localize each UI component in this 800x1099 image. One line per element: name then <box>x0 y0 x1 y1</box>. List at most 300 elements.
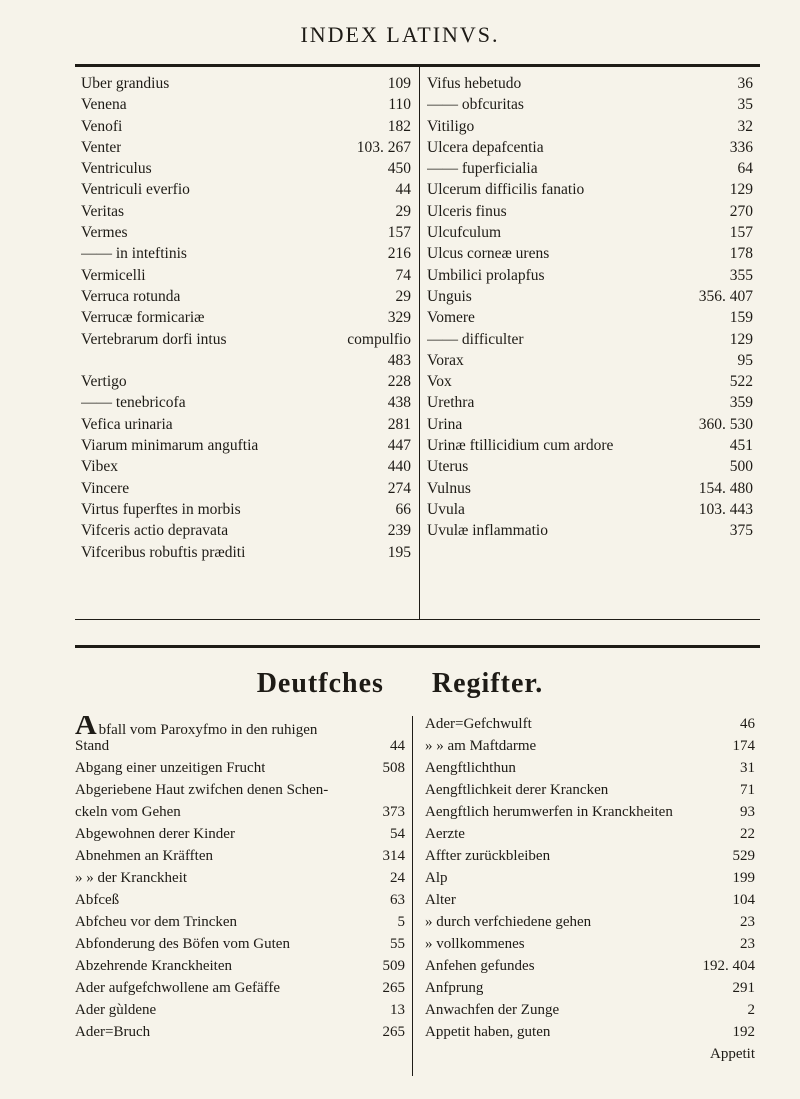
index-entry <box>425 958 755 980</box>
entry-page: 440 <box>387 458 411 476</box>
entry-term-text: —— in inteftinis <box>81 245 187 263</box>
entry-term <box>425 870 448 887</box>
entry-term-text: Vorax <box>427 351 464 369</box>
entry-term <box>427 224 501 242</box>
index-entry <box>81 522 411 543</box>
index-entry <box>425 936 755 958</box>
entry-page: 438 <box>387 394 411 412</box>
entry-term <box>81 373 127 391</box>
entry-page: 22 <box>740 826 755 842</box>
entry-term <box>81 267 146 285</box>
entry-term <box>427 352 464 370</box>
entry-term-text: —— obfcuritas <box>427 96 524 114</box>
entry-term <box>427 160 538 178</box>
entry-term-text: Vertebrarum dorfi intus <box>81 330 227 348</box>
entry-term <box>81 416 173 434</box>
entry-term <box>427 245 549 263</box>
entry-term <box>75 1002 156 1019</box>
entry-term-text: Abfceß <box>75 892 120 908</box>
entry-term-text: Venena <box>81 96 127 114</box>
entry-term-text: Ulcera depafcentia <box>427 138 544 156</box>
index-entry <box>425 1024 755 1046</box>
index-entry <box>75 782 405 804</box>
entry-term <box>427 203 507 221</box>
entry-term-text: ckeln vom Gehen <box>75 804 181 820</box>
index-entry <box>425 892 755 914</box>
entry-page: 104 <box>732 892 755 908</box>
entry-page: 359 <box>729 394 753 412</box>
entry-page: 500 <box>729 458 753 476</box>
index-entry <box>425 804 755 826</box>
index-entry <box>81 139 411 160</box>
entry-page: 159 <box>729 309 753 327</box>
entry-term-text: Anfprung <box>425 980 484 996</box>
entry-term-text: Ventriculi everfio <box>81 181 190 199</box>
entry-page: 265 <box>382 980 405 996</box>
entry-term <box>75 760 265 777</box>
entry-term <box>81 522 228 540</box>
entry-term-text: Uber grandius <box>81 75 170 92</box>
index-entry <box>75 892 405 914</box>
entry-term <box>81 480 129 498</box>
entry-term-text: Abfonderung des Böfen vom Guten <box>75 936 290 952</box>
entry-page: 95 <box>737 351 753 369</box>
entry-page: 66 <box>395 500 411 518</box>
entry-page: 451 <box>729 437 753 455</box>
column-divider <box>419 67 420 619</box>
entry-page: 64 <box>737 160 753 178</box>
entry-term <box>425 848 550 865</box>
entry-term-text: Abzehrende Kranckheiten <box>75 958 233 974</box>
running-head: INDEX LATINVS. <box>300 22 500 47</box>
entry-term <box>81 181 190 199</box>
index-entry <box>427 288 753 309</box>
latin-right-column <box>427 75 753 544</box>
entry-term <box>75 892 119 909</box>
entry-page: 529 <box>732 848 755 864</box>
entry-term <box>427 458 468 476</box>
entry-page: 375 <box>729 522 753 540</box>
entry-page: 228 <box>387 373 411 391</box>
entry-page: 71 <box>740 782 755 798</box>
entry-page: 46 <box>740 716 755 732</box>
entry-page: 35 <box>737 96 753 114</box>
entry-term-text: —— tenebricofa <box>81 394 186 412</box>
index-entry <box>427 437 753 458</box>
entry-page: 32 <box>737 117 753 135</box>
entry-page: 29 <box>395 287 411 305</box>
entry-term-text: —— fuperficialia <box>427 160 538 178</box>
entry-term <box>427 331 524 349</box>
entry-page: 182 <box>387 117 411 135</box>
index-entry <box>427 224 753 245</box>
index-entry <box>81 267 411 288</box>
entry-page: 508 <box>382 760 405 776</box>
entry-term-text: » durch verfchiedene gehen <box>425 914 592 930</box>
entry-page: 129 <box>729 330 753 348</box>
entry-term <box>427 118 474 136</box>
entry-term <box>75 782 328 799</box>
entry-term <box>75 738 109 755</box>
entry-term-text: Vifus hebetudo <box>427 75 522 92</box>
entry-page: 24 <box>390 870 405 886</box>
entry-page: 129 <box>729 181 753 199</box>
entry-page: 54 <box>390 826 405 842</box>
entry-term-text: Vitiligo <box>427 117 475 135</box>
entry-page: 178 <box>729 245 753 263</box>
index-entry <box>425 914 755 936</box>
entry-term-text: Verrucæ formicariæ <box>81 309 205 327</box>
entry-page: 447 <box>387 437 411 455</box>
entry-term-text: Alter <box>425 892 456 908</box>
entry-term-text: Uterus <box>427 458 469 476</box>
entry-term <box>425 980 483 997</box>
entry-term-text: Vox <box>427 373 452 391</box>
entry-term <box>81 544 245 562</box>
entry-term <box>81 309 205 327</box>
entry-term-text: Venofi <box>81 117 123 135</box>
entry-term <box>427 288 472 306</box>
entry-term-text: Vulnus <box>427 479 471 497</box>
entry-term <box>81 288 180 306</box>
entry-term-text: Abfcheu vor dem Trincken <box>75 914 238 930</box>
entry-term <box>81 139 121 157</box>
entry-term-text: Stand <box>75 738 110 754</box>
entry-term <box>425 782 608 799</box>
entry-term <box>427 480 471 498</box>
entry-term-text: Abgang einer unzeitigen Frucht <box>75 760 266 776</box>
entry-term <box>427 139 544 157</box>
entry-page: 450 <box>387 160 411 178</box>
entry-page: 356. 407 <box>698 287 753 305</box>
entry-page: 103. 443 <box>698 500 753 518</box>
entry-term <box>75 1024 150 1041</box>
entry-term <box>81 458 118 476</box>
entry-page: 291 <box>732 980 755 996</box>
latin-index-table <box>75 64 760 620</box>
entry-term <box>427 394 474 412</box>
index-entry <box>81 224 411 245</box>
entry-term <box>81 394 186 412</box>
index-entry <box>81 331 411 352</box>
entry-term <box>75 848 213 865</box>
index-entry <box>427 160 753 181</box>
entry-term-text: » vollkommenes <box>425 936 525 952</box>
index-entry <box>427 373 753 394</box>
entry-page: 174 <box>732 738 755 754</box>
entry-page: 281 <box>387 415 411 433</box>
entry-term <box>75 914 237 931</box>
index-entry <box>81 480 411 501</box>
index-entry <box>427 267 753 288</box>
index-entry <box>427 352 753 373</box>
entry-page: 2 <box>747 1002 755 1018</box>
index-entry <box>81 160 411 181</box>
entry-term-text: Vertigo <box>81 373 127 391</box>
entry-term-text: Ulcus corneæ urens <box>427 245 550 263</box>
index-entry <box>425 980 755 1002</box>
index-entry <box>427 203 753 224</box>
index-entry <box>75 848 405 870</box>
entry-page: 44 <box>395 181 411 199</box>
index-entry <box>75 870 405 892</box>
entry-term <box>75 716 317 739</box>
entry-term <box>81 331 227 349</box>
entry-page: 154. 480 <box>698 479 753 497</box>
entry-page: 157 <box>387 224 411 242</box>
entry-page: 44 <box>390 738 405 754</box>
entry-term-text: Ader=Gefchwulft <box>425 716 532 732</box>
column-divider <box>412 716 413 1076</box>
german-right-column <box>425 716 755 1068</box>
entry-term-text: Uvulæ inflammatio <box>427 522 548 540</box>
entry-term-text: Ventriculus <box>81 160 152 178</box>
entry-term-text: —— difficulter <box>427 330 524 348</box>
index-entry <box>75 1024 405 1046</box>
entry-term-text: Umbilici prolapfus <box>427 266 545 284</box>
entry-term <box>81 224 128 242</box>
entry-page: 93 <box>740 804 755 820</box>
index-entry <box>81 245 411 266</box>
index-entry <box>81 203 411 224</box>
entry-term-text: Unguis <box>427 287 472 305</box>
entry-page: 274 <box>387 479 411 497</box>
index-entry <box>81 373 411 394</box>
entry-term <box>81 501 241 519</box>
entry-page: 216 <box>387 245 411 263</box>
index-entry <box>81 309 411 330</box>
entry-page: 483 <box>387 351 411 369</box>
entry-term-text: Vincere <box>81 479 130 497</box>
entry-term <box>427 309 475 327</box>
index-entry <box>81 501 411 522</box>
entry-term-text: Aengftlich herumwerfen in Kranckheiten <box>425 804 673 820</box>
index-entry <box>425 848 755 870</box>
entry-term <box>427 181 584 199</box>
entry-term <box>75 826 235 843</box>
entry-page: 195 <box>387 543 411 561</box>
entry-term <box>75 870 187 887</box>
entry-term <box>427 96 524 114</box>
entry-page: 110 <box>388 96 411 114</box>
index-entry <box>427 181 753 202</box>
entry-page: 74 <box>395 266 411 284</box>
index-entry <box>75 738 405 760</box>
index-entry <box>427 331 753 352</box>
index-entry <box>427 394 753 415</box>
entry-page: 355 <box>729 266 753 284</box>
entry-term-text: Anwachfen der Zunge <box>425 1002 560 1018</box>
entry-term <box>425 738 536 755</box>
entry-term-text: Ader aufgefchwollene am Gefäffe <box>75 980 281 996</box>
entry-term <box>425 914 591 931</box>
entry-term-text: Aerzte <box>425 826 465 842</box>
section-rule <box>75 645 760 648</box>
index-entry <box>81 352 411 373</box>
index-entry <box>425 782 755 804</box>
index-entry <box>75 914 405 936</box>
index-entry <box>75 804 405 826</box>
entry-term-text: Ader gùldene <box>75 1002 157 1018</box>
index-entry <box>425 870 755 892</box>
german-heading-word-1: Deutfches <box>256 668 384 699</box>
entry-page: 13 <box>390 1002 405 1018</box>
index-entry <box>75 826 405 848</box>
entry-term <box>75 980 280 997</box>
index-entry <box>81 544 411 565</box>
index-entry <box>425 760 755 782</box>
entry-term <box>427 373 452 391</box>
index-entry <box>81 416 411 437</box>
entry-term-text: Venter <box>81 138 122 156</box>
index-entry <box>427 458 753 479</box>
entry-page: 23 <box>740 936 755 952</box>
entry-page: 329 <box>387 309 411 327</box>
entry-term <box>75 936 290 953</box>
entry-page: 5 <box>397 914 405 930</box>
entry-page: 29 <box>395 202 411 220</box>
entry-term <box>81 437 258 455</box>
index-entry <box>75 760 405 782</box>
entry-term-text: Ader=Bruch <box>75 1024 151 1040</box>
entry-page: 265 <box>382 1024 405 1040</box>
index-entry <box>81 75 411 96</box>
entry-term-text: Alp <box>425 870 448 886</box>
index-entry <box>81 288 411 309</box>
entry-term <box>425 958 535 975</box>
entry-term <box>81 160 152 178</box>
index-entry <box>425 716 755 738</box>
entry-term <box>81 96 127 114</box>
index-entry <box>75 1002 405 1024</box>
entry-term-text: Affter zurückbleiben <box>425 848 551 864</box>
entry-term <box>425 1002 559 1019</box>
entry-term <box>425 826 465 843</box>
entry-page: 239 <box>387 522 411 540</box>
entry-term-text: Vibex <box>81 458 118 476</box>
entry-page: compulfio <box>347 330 411 348</box>
index-entry <box>81 118 411 139</box>
entry-page: 157 <box>729 224 753 242</box>
entry-term <box>427 501 465 519</box>
index-entry <box>427 522 753 543</box>
entry-term-text: Vefica urinaria <box>81 415 173 433</box>
entry-term <box>427 75 521 93</box>
index-entry <box>75 980 405 1002</box>
entry-page: 103. 267 <box>356 138 411 156</box>
entry-term <box>427 437 613 455</box>
index-entry <box>427 501 753 522</box>
entry-term <box>425 1024 550 1041</box>
entry-page: 314 <box>382 848 405 864</box>
german-heading-word-2: Regifter. <box>431 668 544 699</box>
index-entry <box>427 480 753 501</box>
index-entry <box>75 716 405 738</box>
entry-term-text: Abgeriebene Haut zwifchen denen Schen- <box>75 782 329 798</box>
german-index-heading <box>0 668 800 700</box>
index-entry <box>427 309 753 330</box>
index-entry <box>425 1002 755 1024</box>
entry-term-text: Ulcufculum <box>427 224 502 242</box>
drop-cap: A <box>75 716 97 739</box>
entry-term-text: Appetit haben, guten <box>425 1024 551 1040</box>
entry-term-text: Verruca rotunda <box>81 287 181 305</box>
entry-page: 360. 530 <box>698 415 753 433</box>
entry-term-text: Vomere <box>427 309 475 327</box>
entry-term <box>425 892 456 909</box>
entry-page: 109 <box>387 75 411 92</box>
index-entry <box>81 96 411 117</box>
entry-page: 23 <box>740 914 755 930</box>
entry-page: 522 <box>729 373 753 391</box>
entry-term-text: Urinæ ftillicidium cum ardore <box>427 437 614 455</box>
index-entry <box>75 958 405 980</box>
entry-term-text: Veritas <box>81 202 125 220</box>
entry-term <box>425 804 673 821</box>
entry-term <box>81 118 122 136</box>
entry-term-text: Vifceribus robuftis præditi <box>81 543 246 561</box>
entry-page: 192 <box>732 1024 755 1040</box>
entry-term <box>425 760 516 777</box>
entry-page: Appetit <box>710 1046 755 1062</box>
entry-term-text: Anfehen gefundes <box>425 958 535 974</box>
entry-page: 270 <box>729 202 753 220</box>
latin-left-column <box>81 75 411 565</box>
index-entry <box>427 139 753 160</box>
entry-term-text: Viarum minimarum anguftia <box>81 437 259 455</box>
entry-term <box>425 716 532 733</box>
entry-term <box>427 522 548 540</box>
index-entry <box>427 118 753 139</box>
entry-term <box>427 267 545 285</box>
entry-term-text: Vermicelli <box>81 266 146 284</box>
index-entry <box>81 458 411 479</box>
entry-page: 55 <box>390 936 405 952</box>
index-entry <box>425 826 755 848</box>
entry-term <box>81 75 169 93</box>
index-entry <box>81 437 411 458</box>
index-entry <box>81 394 411 415</box>
entry-term-text: Vermes <box>81 224 128 242</box>
entry-term <box>81 203 124 221</box>
index-entry <box>425 738 755 760</box>
entry-page: 31 <box>740 760 755 776</box>
entry-term-text: Ulceris finus <box>427 202 507 220</box>
index-entry <box>75 936 405 958</box>
entry-term-text: bfall vom Paroxyfmo in den ruhigen <box>98 722 318 738</box>
index-entry <box>427 75 753 96</box>
index-entry <box>81 181 411 202</box>
entry-term-text: » » am Maftdarme <box>425 738 537 754</box>
index-entry <box>427 96 753 117</box>
entry-page: 336 <box>729 138 753 156</box>
entry-term-text: Vifceris actio depravata <box>81 522 229 540</box>
entry-page: 36 <box>737 75 753 92</box>
index-entry <box>427 245 753 266</box>
entry-term-text: Uvula <box>427 500 465 518</box>
entry-page: 373 <box>382 804 405 820</box>
entry-page: 199 <box>732 870 755 886</box>
german-index-table <box>75 716 760 1076</box>
entry-term-text: Virtus fuperftes in morbis <box>81 500 241 518</box>
entry-term-text: Abgewohnen derer Kinder <box>75 826 235 842</box>
entry-term-text: Aengftlichkeit derer Krancken <box>425 782 609 798</box>
entry-term-text: Abnehmen an Kräfften <box>75 848 214 864</box>
entry-term-text: Ulcerum difficilis fanatio <box>427 181 585 199</box>
entry-term <box>75 958 232 975</box>
entry-page: 63 <box>390 892 405 908</box>
entry-term-text: Urina <box>427 415 463 433</box>
